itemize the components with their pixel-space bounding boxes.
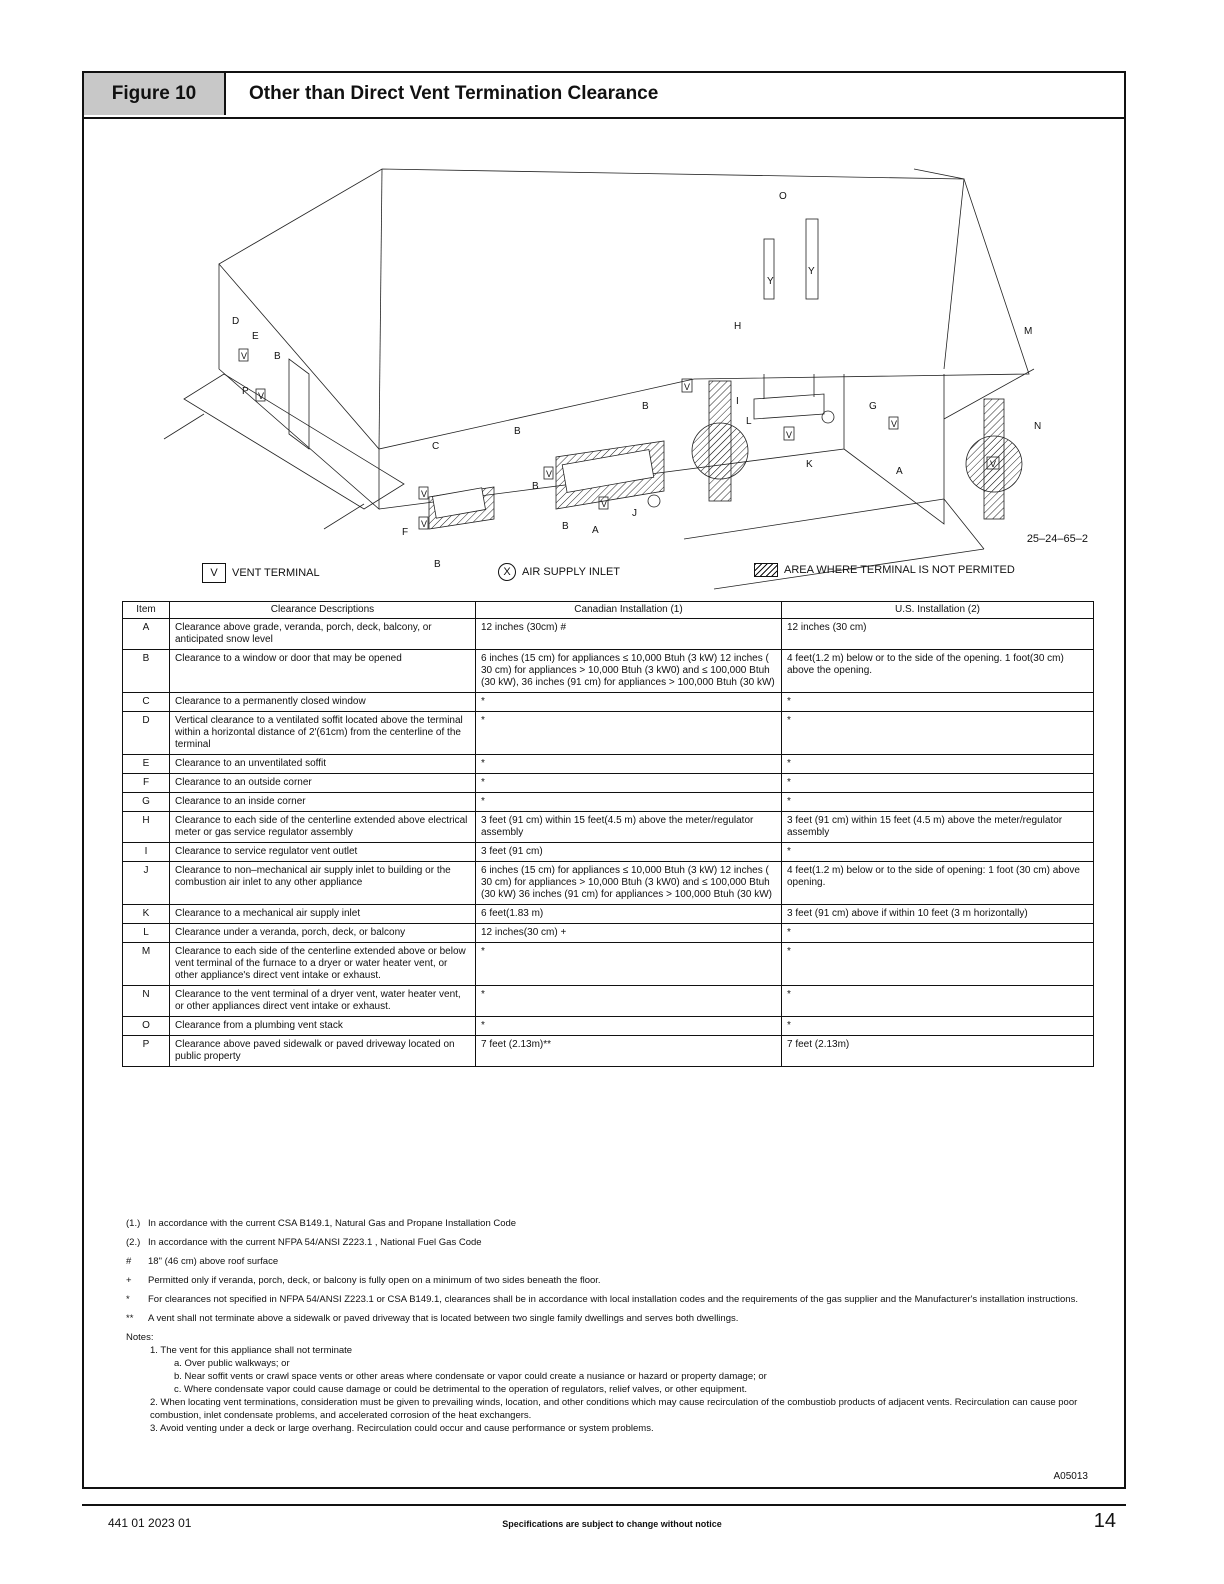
- sidewalk-left: [164, 374, 404, 529]
- cell-canadian: *: [476, 986, 782, 1017]
- cell-description: Clearance to a permanently closed window: [170, 693, 476, 712]
- callout-N: N: [1034, 421, 1042, 432]
- roof-hip: [379, 169, 382, 449]
- header-description: Clearance Descriptions: [170, 602, 476, 619]
- svg-text:V: V: [258, 391, 265, 401]
- cell-canadian: 6 feet(1.83 m): [476, 905, 782, 924]
- table-row: [123, 712, 1094, 755]
- table-row: [123, 812, 1094, 843]
- cell-us: *: [782, 986, 1094, 1017]
- cell-description: Clearance to an inside corner: [170, 793, 476, 812]
- callout-O: O: [779, 191, 787, 202]
- footnote: (1.) In accordance with the current CSA B149.1, Natural Gas and Propane Installation Code: [126, 1218, 517, 1229]
- table-row: [123, 1036, 1094, 1067]
- legend-air: [498, 563, 620, 581]
- notice: Specifications are subject to change without notice: [502, 1519, 722, 1529]
- callout-A2: A: [592, 525, 599, 536]
- cell-us: 3 feet (91 cm) above if within 10 feet (3 m horizontally): [782, 905, 1094, 924]
- callout-B6: B: [434, 559, 441, 570]
- table-row: [123, 943, 1094, 986]
- vent-terminal-label: VENT TERMINAL: [232, 567, 320, 579]
- area-label: AREA WHERE TERMINAL IS NOT PERMITED: [784, 564, 1015, 576]
- figure-header: [84, 73, 1124, 119]
- header-canadian: Canadian Installation (1): [476, 602, 782, 619]
- svg-text:V: V: [546, 469, 553, 479]
- balcony: [754, 374, 824, 419]
- svg-text:V: V: [891, 419, 898, 429]
- table-header-row: [123, 602, 1094, 619]
- table-body: [123, 619, 1094, 1067]
- callout-L: L: [746, 416, 752, 427]
- cell-description: Vertical clearance to a ventilated soffit located above the terminal within a horizontal distance of 2'(61cm) from the centerline of the terminal: [170, 712, 476, 755]
- cell-item: B: [123, 650, 170, 693]
- notes-heading: Notes:: [126, 1332, 154, 1343]
- svg-text:V: V: [786, 430, 793, 440]
- cell-item: O: [123, 1017, 170, 1036]
- air-inlet-label: AIR SUPPLY INLET: [522, 566, 621, 578]
- cell-us: *: [782, 943, 1094, 986]
- roof: [219, 169, 1029, 449]
- plumbing-stack-1: [764, 239, 774, 299]
- cell-item: M: [123, 943, 170, 986]
- cell-item: A: [123, 619, 170, 650]
- cell-description: Clearance above grade, veranda, porch, deck, balcony, or anticipated snow level: [170, 619, 476, 650]
- cell-canadian: 3 feet (91 cm): [476, 843, 782, 862]
- house-vent-diagram: [84, 119, 1124, 609]
- callout-B3: B: [514, 426, 521, 437]
- figure-code: A05013: [1053, 1471, 1088, 1482]
- svg-text:V: V: [684, 382, 691, 392]
- cell-item: J: [123, 862, 170, 905]
- cell-canadian: 12 inches(30 cm) +: [476, 924, 782, 943]
- footnote: ** A vent shall not terminate above a sidewalk or paved driveway that is located between two single family dwellings and serves both dwellings.: [126, 1313, 739, 1324]
- callout-E: E: [252, 331, 259, 342]
- cell-us: *: [782, 712, 1094, 755]
- note-1c: c. Where condensate vapor could cause damage or could be detrimental to the operation of regulators, relief valves, or other equipment.: [174, 1384, 747, 1395]
- clearance-table: [122, 601, 1094, 1067]
- callout-J: J: [632, 508, 637, 519]
- air-inlet-symbol: X: [498, 563, 516, 581]
- drawing-id: 25–24–65–2: [1026, 533, 1088, 545]
- legend-vent: [202, 563, 320, 583]
- cell-us: *: [782, 755, 1094, 774]
- callout-A1: A: [896, 466, 903, 477]
- table-row: [123, 862, 1094, 905]
- callout-H: H: [734, 321, 742, 332]
- callout-F: F: [402, 527, 409, 538]
- cell-description: Clearance from a plumbing vent stack: [170, 1017, 476, 1036]
- note-3: 3. Avoid venting under a deck or large overhang. Recirculation could occur and cause performance or system problems.: [150, 1423, 654, 1434]
- callout-Y2: Y: [808, 266, 815, 277]
- footnotes: [126, 1217, 1106, 1435]
- cell-us: *: [782, 924, 1094, 943]
- callout-G: G: [869, 401, 877, 412]
- cell-item: G: [123, 793, 170, 812]
- cell-description: Clearance to an unventilated soffit: [170, 755, 476, 774]
- roof-gable: [914, 169, 964, 369]
- cell-description: Clearance above paved sidewalk or paved driveway located on public property: [170, 1036, 476, 1067]
- callout-B5: B: [562, 521, 569, 532]
- legend-area: [754, 563, 1015, 577]
- header-item: Item: [123, 602, 170, 619]
- cell-canadian: *: [476, 755, 782, 774]
- svg-text:V: V: [601, 499, 608, 509]
- callout-I: I: [736, 396, 739, 407]
- svg-text:V: V: [241, 351, 248, 361]
- meter-circle-zone: [692, 423, 748, 479]
- cell-canadian: *: [476, 774, 782, 793]
- callout-M: M: [1024, 326, 1033, 337]
- cell-canadian: *: [476, 693, 782, 712]
- cell-description: Clearance to non–mechanical air supply inlet to building or the combustion air inlet to any other appliance: [170, 862, 476, 905]
- table-row: [123, 1017, 1094, 1036]
- note-1a: a. Over public walkways; or: [174, 1358, 290, 1369]
- cell-item: L: [123, 924, 170, 943]
- callout-K: K: [806, 459, 813, 470]
- callout-Y1: Y: [767, 276, 774, 287]
- footer-rule: [82, 1504, 1126, 1506]
- cell-us: 3 feet (91 cm) within 15 feet (4.5 m) above the meter/regulator assembly: [782, 812, 1094, 843]
- cell-description: Clearance to a window or door that may be opened: [170, 650, 476, 693]
- cell-us: *: [782, 1017, 1094, 1036]
- plumbing-stack-2: [806, 219, 818, 299]
- table-row: [123, 905, 1094, 924]
- cell-us: 4 feet(1.2 m) below or to the side of the opening. 1 foot(30 cm) above the opening.: [782, 650, 1094, 693]
- callout-P: P: [242, 386, 249, 397]
- cell-item: I: [123, 843, 170, 862]
- cell-canadian: 3 feet (91 cm) within 15 feet(4.5 m) above the meter/regulator assembly: [476, 812, 782, 843]
- callout-D: D: [232, 316, 240, 327]
- svg-text:V: V: [990, 459, 997, 469]
- table-row: [123, 693, 1094, 712]
- note-2: 2. When locating vent terminations, consideration must be given to prevailing winds, location, and other conditions which may cause recirculation of the combustiob products of adjacent vents. Recirculation can cause poor combustion, inlet condensate problems, and accelerated corrosion of the heat exchangers.: [150, 1397, 1078, 1421]
- svg-text:V: V: [421, 519, 428, 529]
- cell-us: 12 inches (30 cm): [782, 619, 1094, 650]
- doc-number: 441 01 2023 01: [108, 1516, 192, 1530]
- cell-description: Clearance to an outside corner: [170, 774, 476, 793]
- callout-B4: B: [532, 481, 539, 492]
- table-row: [123, 755, 1094, 774]
- cell-us: 4 feet(1.2 m) below or to the side of opening: 1 foot (30 cm) above opening.: [782, 862, 1094, 905]
- note-1: 1. The vent for this appliance shall not terminate: [150, 1345, 353, 1356]
- table-row: [123, 793, 1094, 812]
- table-row: [123, 774, 1094, 793]
- figure-title: Other than Direct Vent Termination Clearance: [249, 83, 659, 104]
- cell-us: 7 feet (2.13m): [782, 1036, 1094, 1067]
- cell-canadian: 12 inches (30cm) #: [476, 619, 782, 650]
- table-row: [123, 619, 1094, 650]
- vent-terminal-symbol: V: [202, 563, 226, 583]
- cell-description: Clearance to each side of the centerline extended above or below vent terminal of the furnace to a dryer or water heater vent, or other appliance's direct vent intake or exhaust.: [170, 943, 476, 986]
- svg-text:V: V: [421, 489, 428, 499]
- cell-description: Clearance to the vent terminal of a dryer vent, water heater vent, or other appliances direct vent intake or exhaust.: [170, 986, 476, 1017]
- header-us: U.S. Installation (2): [782, 602, 1094, 619]
- cell-canadian: *: [476, 1017, 782, 1036]
- cell-item: P: [123, 1036, 170, 1067]
- cell-us: *: [782, 693, 1094, 712]
- cell-canadian: *: [476, 943, 782, 986]
- figure-label: Figure 10: [84, 73, 226, 115]
- footnote: * For clearances not specified in NFPA 54/ANSI Z223.1 or CSA B149.1, clearances shall be in accordance with local installation codes and the requirements of the gas supplier and the Manufacturer's installation instructions.: [126, 1294, 1078, 1305]
- note-1b: b. Near soffit vents or crawl space vents or other areas where condensate or vapor could create a nusiance or hazard or property damage; or: [174, 1371, 767, 1382]
- door: [289, 359, 309, 449]
- footnote: (2.) In accordance with the current NFPA 54/ANSI Z223.1 , National Fuel Gas Code: [126, 1237, 482, 1248]
- figure-frame: [82, 71, 1126, 1489]
- cell-item: N: [123, 986, 170, 1017]
- cell-us: *: [782, 774, 1094, 793]
- cell-item: C: [123, 693, 170, 712]
- callout-B1: B: [274, 351, 281, 362]
- footnote: # 18" (46 cm) above roof surface: [126, 1256, 279, 1267]
- table-row: [123, 650, 1094, 693]
- cell-description: Clearance under a veranda, porch, deck, or balcony: [170, 924, 476, 943]
- callout-C: C: [432, 441, 440, 452]
- cell-item: D: [123, 712, 170, 755]
- cell-canadian: 6 inches (15 cm) for appliances ≤ 10,000 Btuh (3 kW) 12 inches ( 30 cm) for appliances > 10,000 Btuh (3 kW0) and ≤ 100,000 Btuh (30 kW), 36 inches (91 cm) for appliances > 100,000 Btuh (30 kW): [476, 650, 782, 693]
- hatch-swatch: [754, 563, 778, 577]
- cell-item: K: [123, 905, 170, 924]
- cell-item: H: [123, 812, 170, 843]
- cell-description: Clearance to each side of the centerline extended above electrical meter or gas service regulator assembly: [170, 812, 476, 843]
- cell-us: *: [782, 793, 1094, 812]
- footnote: + Permitted only if veranda, porch, deck, or balcony is fully open on a minimum of two sides beneath the floor.: [126, 1275, 601, 1286]
- cell-description: Clearance to a mechanical air supply inlet: [170, 905, 476, 924]
- cell-canadian: 7 feet (2.13m)**: [476, 1036, 782, 1067]
- cell-us: *: [782, 843, 1094, 862]
- cell-item: E: [123, 755, 170, 774]
- cell-canadian: *: [476, 793, 782, 812]
- table-row: [123, 986, 1094, 1017]
- cell-description: Clearance to service regulator vent outlet: [170, 843, 476, 862]
- table-row: [123, 843, 1094, 862]
- cell-item: F: [123, 774, 170, 793]
- page-number: 14: [1093, 1510, 1116, 1532]
- cell-canadian: 6 inches (15 cm) for appliances ≤ 10,000 Btuh (3 kW) 12 inches ( 30 cm) for appliances > 10,000 Btuh (3 kW0) and ≤ 100,000 Btuh (30 kW) 36 inches (91 cm) for appliances > 100,000 Btuh (30 kW): [476, 862, 782, 905]
- table-row: [123, 924, 1094, 943]
- cell-canadian: *: [476, 712, 782, 755]
- callout-B2: B: [642, 401, 649, 412]
